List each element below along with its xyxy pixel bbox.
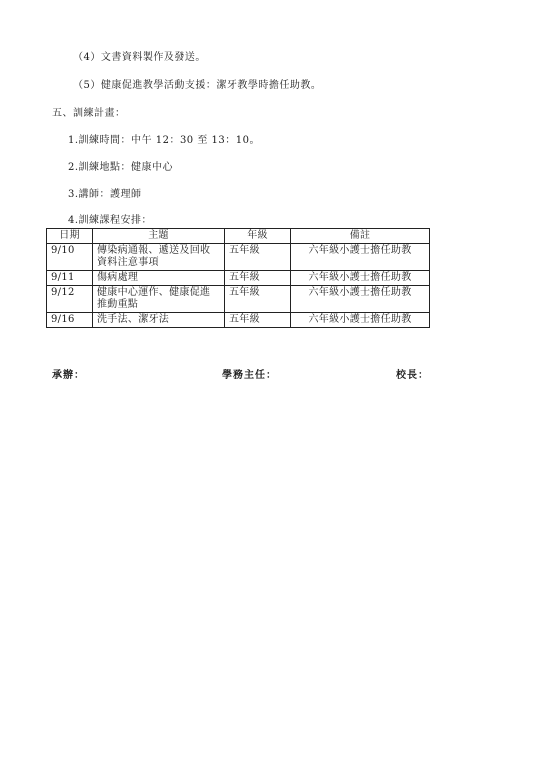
row-date: 9/11 [47,271,93,286]
row-topic: 傳染病通報、遞送及回收資料注意事項 [93,244,225,271]
column-header-date: 日期 [47,229,93,244]
signature-organizer: 承辦： [52,370,85,381]
row-grade: 五年級 [225,286,291,313]
row-note: 六年級小護士擔任助教 [291,313,430,328]
training-time: 1.訓練時間：中午 12：30 至 13：10。 [68,135,260,146]
row-note: 六年級小護士擔任助教 [291,271,430,286]
row-note: 六年級小護士擔任助教 [291,244,430,271]
row-grade: 五年級 [225,244,291,271]
column-header-grade: 年級 [225,229,291,244]
row-date: 9/10 [47,244,93,271]
table-row [47,271,430,286]
row-topic: 洗手法、潔牙法 [93,313,225,328]
duty-item-5: （5）健康促進教學活動支援：潔牙教學時擔任助教。 [73,80,322,91]
column-header-topic: 主題 [93,229,225,244]
duty-item-4: （4）文書資料製作及發送。 [73,52,206,63]
column-header-note: 備註 [291,229,430,244]
row-date: 9/16 [47,313,93,328]
row-topic: 健康中心運作、健康促進推動重點 [93,286,225,313]
training-schedule-label: 4.訓練課程安排： [68,215,153,226]
training-location: 2.訓練地點：健康中心 [68,162,174,173]
table-row [47,286,430,313]
training-schedule-table [46,228,430,328]
table-header-row [47,229,430,244]
signature-student-affairs-director: 學務主任： [222,370,277,381]
row-topic: 傷病處理 [93,271,225,286]
training-lecturer: 3.講師：護理師 [68,189,142,200]
row-note: 六年級小護士擔任助教 [291,286,430,313]
row-grade: 五年級 [225,313,291,328]
row-grade: 五年級 [225,271,291,286]
section-heading-training-plan: 五、訓練計畫： [52,108,126,119]
table-row [47,313,430,328]
row-date: 9/12 [47,286,93,313]
signature-principal: 校長： [396,370,429,381]
table-row [47,244,430,271]
